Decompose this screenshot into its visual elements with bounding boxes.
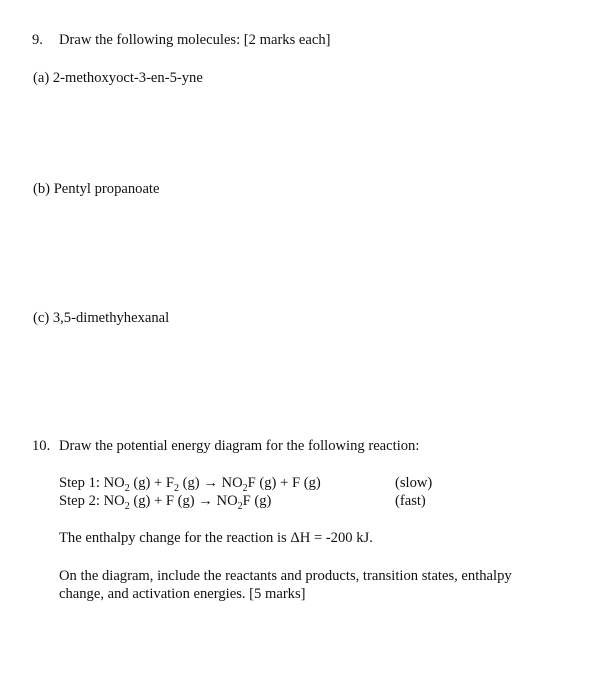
question-10-prompt: Draw the potential energy diagram for the following reaction: [59,438,420,454]
question-9b [33,180,159,198]
reaction-step-2 [59,492,271,516]
enthalpy-statement: The enthalpy change for the reaction is ΔH = -200 kJ. [59,530,373,546]
question-9c [33,309,169,327]
step-2-rate: (fast) [395,493,426,509]
question-9 [32,31,331,49]
step-label: Step 2: [59,493,104,509]
part-text: 2-methoxyoct-3-en-5-yne [52,70,203,86]
part-text: Pentyl propanoate [53,181,160,197]
part-label: (a) [33,70,50,86]
step-label: Step 1: [59,475,104,491]
question-9-prompt: Draw the following molecules: [2 marks each] [59,32,331,48]
step-1-rate: (slow) [395,475,433,491]
step-equation: $NO_2$ $(g) + F_2$ $(g) \to NO_2F$ (g) + F (g) [103,475,321,494]
question-9a [33,69,203,87]
part-text: 3,5-dimethyhexanal [52,310,170,326]
part-label: (c) [33,310,50,326]
question-10-number: 10. [32,438,51,454]
diagram-instructions-line-2: change, and activation energies. [5 marks] [59,586,306,602]
question-10 [32,437,420,455]
part-label: (b) [33,181,51,197]
question-9-number: 9. [32,32,43,48]
diagram-instructions-line-1: On the diagram, include the reactants and products, transition states, enthalpy [59,568,512,584]
step-equation: $NO_2$ (g) + F $(g) \to NO_2F$ (g) [103,493,272,512]
